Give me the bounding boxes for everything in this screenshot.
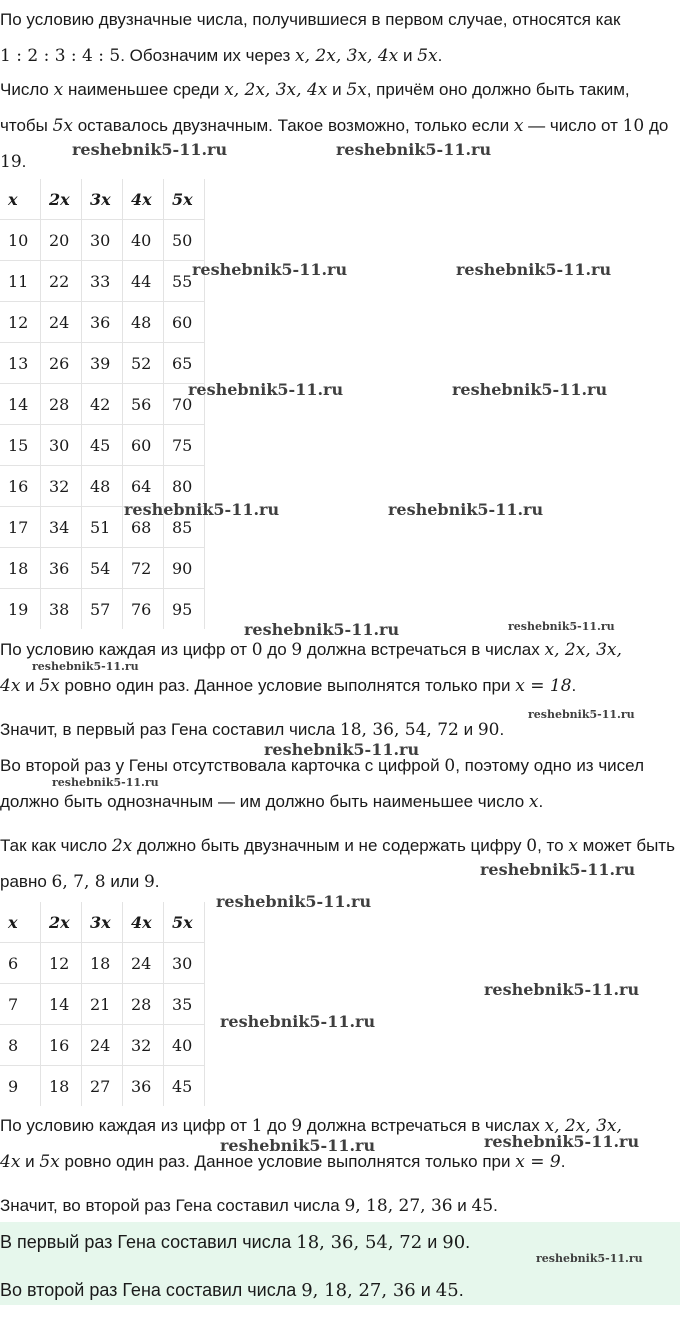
watermark: reshebnik5-11.ru [480,860,636,879]
table-cell: 28 [123,984,164,1025]
watermark: reshebnik5-11.ru [244,620,400,639]
number: 90 [477,720,500,740]
watermark: reshebnik5-11.ru [216,892,372,911]
text: . [560,1152,566,1171]
number: 0 [251,640,263,660]
number: 1 [251,1116,263,1136]
table-cell: 32 [123,1025,164,1066]
variable: 2x [111,836,133,856]
table-cell: 48 [82,466,123,507]
table-cell: 30 [41,425,82,466]
watermark: reshebnik5-11.ru [188,380,344,399]
table-cell: 17 [0,507,41,548]
watermark: reshebnik5-11.ru [336,140,492,159]
variable: 5x [417,46,438,66]
table-cell: 48 [123,302,164,343]
text: По условию каждая из цифр от [0,640,252,659]
table-cell: 26 [41,343,82,384]
text: до [262,1116,292,1135]
table-cell: 39 [82,343,123,384]
text: . [458,1280,464,1300]
ratio-formula: 1 : 2 : 3 : 4 : 5 [0,46,121,66]
watermark: reshebnik5-11.ru [508,620,615,633]
text: . [437,46,443,65]
table-cell: 44 [123,261,164,302]
table-cell: 19 [0,589,41,630]
table-cell: 95 [164,589,205,630]
variable: 5x [346,80,367,100]
paragraph-ratio [0,2,678,74]
table-row [0,943,205,984]
table-cell: 24 [82,1025,123,1066]
watermark: reshebnik5-11.ru [220,1136,376,1155]
number: 45 [435,1280,459,1301]
table-cell: 21 [82,984,123,1025]
text: должна встречаться в числах [302,640,545,659]
paragraph-result-second [0,1188,678,1224]
variables: x, 2x, 3x, 4x [224,80,328,100]
table-cell: 18 [41,1066,82,1107]
table-cell: 32 [41,466,82,507]
number: 9 [291,640,303,660]
variable: 5x [39,676,60,696]
table-row [0,425,205,466]
table-cell: 30 [164,943,205,984]
header-cell: x [0,179,41,220]
watermark: reshebnik5-11.ru [484,1132,640,1151]
equation: x = 18 [515,676,572,696]
table-second-case [0,902,205,1106]
table-cell: 56 [123,384,164,425]
table-cell: 12 [0,302,41,343]
text: Значит, в первый раз Гена составил числа [0,720,340,739]
table-cell: 50 [164,220,205,261]
table-cell: 52 [123,343,164,384]
text: должно быть двузначным и не содержать цифру [132,836,527,855]
table-cell: 60 [123,425,164,466]
variable: 4x [0,1152,21,1172]
variable: 5x [52,116,73,136]
header-cell: x [0,902,41,943]
table-row [0,984,205,1025]
table-cell: 42 [82,384,123,425]
watermark: reshebnik5-11.ru [52,776,159,789]
watermark: reshebnik5-11.ru [388,500,544,519]
text: . [571,676,577,695]
header-cell: 3x [82,179,123,220]
table-cell: 36 [82,302,123,343]
text: . Обозначим их через [120,46,296,65]
answer-line-first [0,1227,470,1258]
numbers: 18, 36, 54, 72 [296,1232,423,1253]
watermark: reshebnik5-11.ru [220,1012,376,1031]
text: наименьшее среди [63,80,225,99]
table-cell: 60 [164,302,205,343]
text: и [458,720,478,739]
table-cell: 16 [41,1025,82,1066]
table-cell: 10 [0,220,41,261]
text: и [452,1196,472,1215]
number: 0 [444,756,456,776]
table-cell: 75 [164,425,205,466]
table-cell: 38 [41,589,82,630]
variable: 4x [0,676,21,696]
table-cell: 54 [82,548,123,589]
text: должна встречаться в числах [302,1116,545,1135]
watermark: reshebnik5-11.ru [452,380,608,399]
header-cell: 2x [41,902,82,943]
text: может быть равно [0,836,675,891]
table-cell: 33 [82,261,123,302]
variables: x, 2x, 3x, [544,640,622,660]
table-row [0,220,205,261]
text: и [327,80,347,99]
text: . [493,1196,498,1215]
numbers: 6, 7, 8 [51,872,106,892]
table-row [0,548,205,589]
table-cell: 22 [41,261,82,302]
text: оставалось двузначным. Такое возможно, только если [73,116,514,135]
table-cell: 57 [82,589,123,630]
text: Во второй раз у Гены отсутствовала карточка с цифрой [0,756,445,775]
table-first-case [0,179,205,629]
text: и [20,1152,40,1171]
table-cell: 28 [41,384,82,425]
table-row [0,302,205,343]
table-cell: 9 [0,1066,41,1107]
text: ровно один раз. Данное условие выполнятся только при [59,1152,516,1171]
table-cell: 14 [41,984,82,1025]
watermark: reshebnik5-11.ru [456,260,612,279]
table-cell: 76 [123,589,164,630]
text: , то [537,836,569,855]
text: . [465,1232,471,1252]
variable: x [528,792,539,812]
text: и [415,1280,436,1300]
text: , поэтому одно из чисел должно быть однозначным — им должно быть наименьшее число [0,756,644,811]
watermark: reshebnik5-11.ru [72,140,228,159]
text: . [154,872,160,891]
table-cell: 15 [0,425,41,466]
table-cell: 24 [41,302,82,343]
text: Значит, во второй раз Гена составил числа [0,1196,345,1215]
number: 9 [143,872,155,892]
table-cell: 16 [0,466,41,507]
table-cell: 80 [164,466,205,507]
table-cell: 45 [164,1066,205,1107]
numbers: 18, 36, 54, 72 [339,720,459,740]
table-cell: 11 [0,261,41,302]
variable: x [568,836,578,856]
table-cell: 65 [164,343,205,384]
watermark: reshebnik5-11.ru [484,980,640,999]
table-cell: 36 [123,1066,164,1107]
table-cell: 18 [0,548,41,589]
table-cell: 14 [0,384,41,425]
table-cell: 45 [82,425,123,466]
table-cell: 13 [0,343,41,384]
variable: 5x [39,1152,60,1172]
text: . [21,152,27,171]
variables: x, 2x, 3x, 4x [295,46,399,66]
numbers: 9, 18, 27, 36 [344,1196,453,1216]
table-cell: 18 [82,943,123,984]
variable: x [513,116,524,136]
table-cell: 40 [164,1025,205,1066]
text: . [538,792,544,811]
table-row [0,261,205,302]
table-cell: 30 [82,220,123,261]
text: до [262,640,292,659]
header-cell: 3x [82,902,123,943]
header-cell: 5x [164,179,205,220]
answer-line-second [0,1275,464,1306]
table-row [0,343,205,384]
table-cell: 72 [123,548,164,589]
table-cell: 27 [82,1066,123,1107]
header-cell: 4x [123,179,164,220]
text: Так как число [0,836,112,855]
table-cell: 36 [41,548,82,589]
number: 10 [622,116,645,136]
watermark: reshebnik5-11.ru [32,660,139,673]
text: и [422,1232,443,1252]
table-cell: 68 [123,507,164,548]
watermark: reshebnik5-11.ru [264,740,420,759]
variables: x, 2x, 3x, [544,1116,622,1136]
watermark: reshebnik5-11.ru [536,1252,643,1265]
number: 9 [291,1116,303,1136]
table-cell: 6 [0,943,41,984]
table-cell: 8 [0,1025,41,1066]
header-cell: 5x [164,902,205,943]
table-cell: 51 [82,507,123,548]
table-cell: 70 [164,384,205,425]
table-cell: 64 [123,466,164,507]
text: или [105,872,144,891]
table-row [0,589,205,630]
table-cell: 35 [164,984,205,1025]
table-row [0,1025,205,1066]
table-cell: 55 [164,261,205,302]
watermark: reshebnik5-11.ru [124,500,280,519]
text: , причём оно должно быть таким, чтобы [0,80,630,135]
numbers: 9, 18, 27, 36 [301,1280,416,1301]
table-cell: 20 [41,220,82,261]
number: 45 [471,1196,494,1216]
table-cell: 12 [41,943,82,984]
text: и [398,46,418,65]
text: Число [0,80,54,99]
number: 19 [0,152,22,172]
table-row [0,384,205,425]
table-cell: 90 [164,548,205,589]
watermark: reshebnik5-11.ru [528,708,635,721]
text: . [499,720,505,739]
table-cell: 85 [164,507,205,548]
variable: x [53,80,64,100]
text: — число от [523,116,623,135]
header-cell: 4x [123,902,164,943]
table-cell: 34 [41,507,82,548]
table-cell: 7 [0,984,41,1025]
table-header-row [0,902,205,943]
text: ровно один раз. Данное условие выполнятся только при [59,676,516,695]
number: 90 [442,1232,466,1253]
table-cell: 24 [123,943,164,984]
text: По условию двузначные числа, получившиеся в первом случае, относятся как [0,10,621,29]
paragraph-range [0,72,678,180]
text: В первый раз Гена составил числа [0,1232,297,1252]
number: 0 [526,836,538,856]
text: и [20,676,40,695]
table-row [0,1066,205,1107]
watermark: reshebnik5-11.ru [192,260,348,279]
table-cell: 40 [123,220,164,261]
text: По условию каждая из цифр от [0,1116,252,1135]
table-header-row [0,179,205,220]
equation: x = 9 [515,1152,561,1172]
header-cell: 2x [41,179,82,220]
text: до [644,116,669,135]
text: Во второй раз Гена составил числа [0,1280,302,1300]
